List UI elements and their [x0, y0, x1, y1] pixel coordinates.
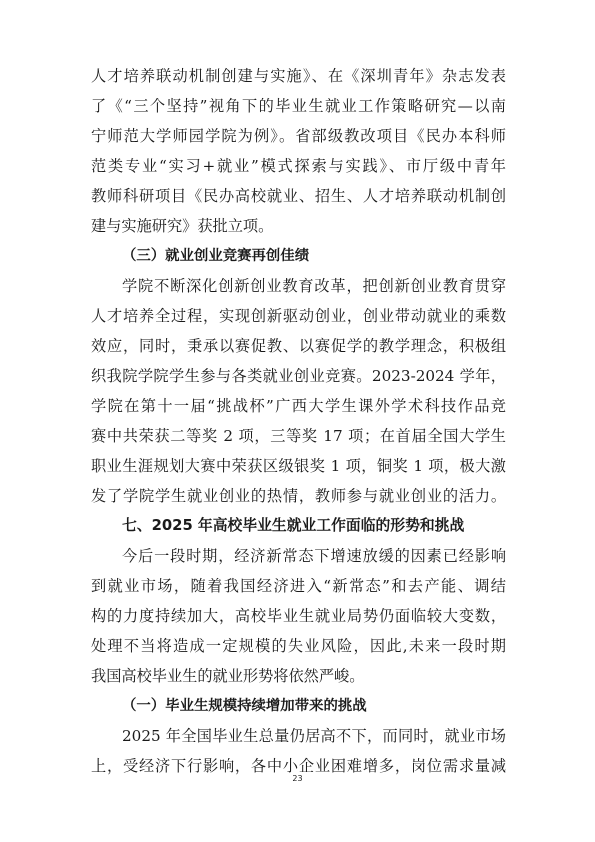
body-text-line: 人才培养联动机制创建与实施》、在《深圳青年》杂志发表: [91, 67, 506, 85]
section-heading: （三）就业创业竞赛再创佳绩: [122, 247, 310, 264]
body-text-line: 到就业市场，随着我国经济进入“新常态”和去产能、调结: [91, 577, 506, 595]
page-number: 23: [292, 774, 303, 783]
body-text-line: 今后一段时期，经济新常态下增速放缓的因素已经影响: [122, 547, 506, 565]
body-text-line: 职业生涯规划大赛中荣获区级银奖 1 项，铜奖 1 项，极大激: [91, 457, 506, 475]
chapter-heading: 七、2025 年高校毕业生就业工作面临的形势和挑战: [122, 517, 465, 534]
body-text-line: 人才培养全过程，实现创新驱动创业，创业带动就业的乘数: [91, 307, 506, 325]
body-text-line: 我国高校毕业生的就业形势将依然严峻。: [91, 667, 365, 685]
body-text-line: 赛中共荣获二等奖 2 项，三等奖 17 项；在首届全国大学生: [91, 427, 506, 445]
body-text-line: 学院在第十一届“挑战杯”广西大学生课外学术科技作品竞: [91, 397, 506, 415]
body-text-line: 建与实施研究》获批立项。: [91, 217, 274, 235]
subsection-heading: （一）毕业生规模持续增加带来的挑战: [122, 697, 367, 714]
body-text-line: 上，受经济下行影响，各中小企业困难增多，岗位需求量减: [91, 757, 506, 775]
body-text-line: 处理不当将造成一定规模的失业风险，因此,未来一段时期: [91, 637, 506, 655]
body-text-line: 构的力度持续加大，高校毕业生就业局势仍面临较大变数，: [91, 607, 506, 625]
body-text-line: 2025 年全国毕业生总量仍居高不下，而同时，就业市场: [122, 727, 506, 745]
body-text-line: 宁师范大学师园学院为例》。省部级教改项目《民办本科师: [91, 127, 506, 145]
body-text-line: 了《“三个坚持”视角下的毕业生就业工作策略研究—以南: [91, 97, 506, 115]
body-text-line: 教师科研项目《民办高校就业、招生、人才培养联动机制创: [91, 187, 506, 205]
body-text-line: 学院不断深化创新创业教育改革，把创新创业教育贯穿: [122, 277, 506, 295]
body-text-line: 范类专业“实习+就业”模式探索与实践》、市厅级中青年: [91, 157, 506, 175]
body-text-line: 发了学院学生就业创业的热情，教师参与就业创业的活力。: [91, 487, 506, 505]
body-text-line: 效应，同时，秉承以赛促教、以赛促学的教学理念，积极组: [91, 337, 506, 355]
body-text-line: 织我院学院学生参与各类就业创业竞赛。2023-2024 学年，: [91, 367, 506, 385]
